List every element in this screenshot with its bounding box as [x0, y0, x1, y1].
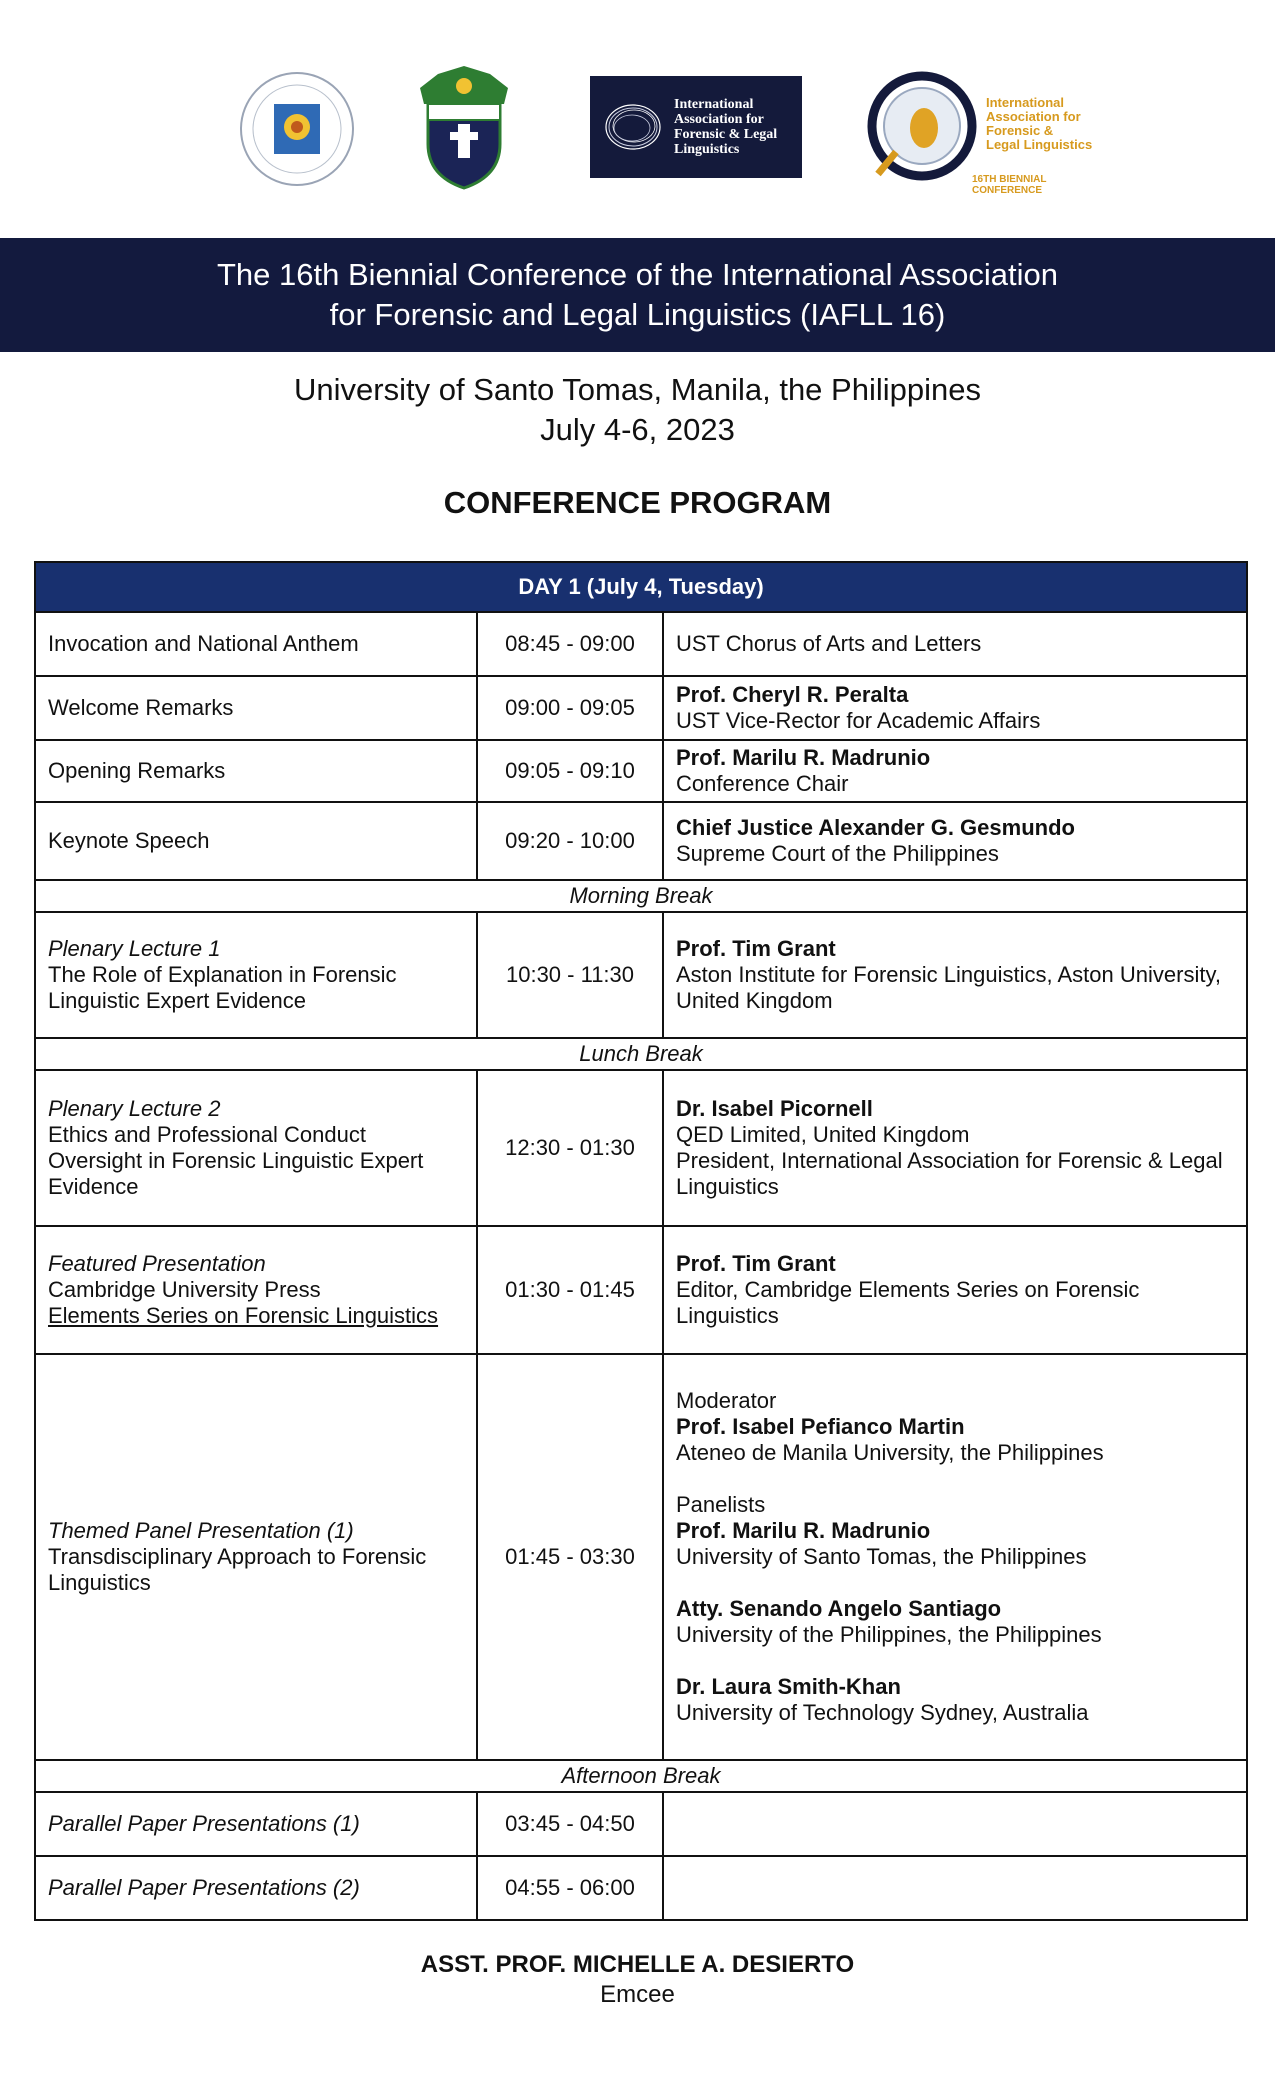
day-heading-row: [35, 562, 1247, 612]
session-time: 09:00 - 09:05: [477, 676, 663, 740]
break-row: [35, 880, 1247, 912]
banner-line-2: for Forensic and Legal Linguistics (IAFLL 16): [329, 297, 946, 332]
series-link[interactable]: Elements Series on Forensic Linguistics: [48, 1303, 439, 1328]
session-title: Transdisciplinary Approach to Forensic Linguistics: [48, 1544, 427, 1595]
session-title-cell: [35, 912, 477, 1038]
iafll-logo-text: International Association for Forensic & Legal Linguistics: [674, 97, 778, 157]
day-heading: DAY 1 (July 4, Tuesday): [35, 562, 1247, 612]
session-title: Invocation and National Anthem: [35, 612, 477, 676]
session-title: Opening Remarks: [35, 740, 477, 802]
iafll-logo: [590, 76, 802, 178]
session-time: 09:05 - 09:10: [477, 740, 663, 802]
session-speaker-cell: [663, 1226, 1247, 1354]
speaker-affiliation-2: President, International Association for Forensic & Legal Linguistics: [676, 1148, 1223, 1199]
session-kind: Featured Presentation: [48, 1251, 266, 1276]
program-title: CONFERENCE PROGRAM: [443, 485, 832, 520]
session-kind: Parallel Paper Presentations (2): [35, 1856, 477, 1920]
table-row: [35, 912, 1247, 1038]
speaker-affiliation: Conference Chair: [676, 771, 849, 796]
session-speaker-cell: [663, 676, 1247, 740]
speaker-name: Prof. Cheryl R. Peralta: [676, 682, 909, 707]
emcee-role: Emcee: [600, 1981, 675, 2008]
session-title-cell: [35, 1226, 477, 1354]
session-speaker-cell: [663, 802, 1247, 880]
panel-cell: [663, 1354, 1247, 1760]
session-title: The Role of Explanation in Forensic Linguistic Expert Evidence: [48, 962, 397, 1013]
panelist-name: Prof. Marilu R. Madrunio: [676, 1518, 931, 1543]
session-title: Ethics and Professional Conduct Oversight in Forensic Linguistic Expert Evidence: [48, 1122, 424, 1199]
speaker-name: Dr. Isabel Picornell: [676, 1096, 873, 1121]
logo-strip: [0, 60, 1275, 200]
session-speaker-cell: [663, 1070, 1247, 1226]
session-time: 01:45 - 03:30: [477, 1354, 663, 1760]
session-speaker: UST Chorus of Arts and Letters: [663, 612, 1247, 676]
session-time: 04:55 - 06:00: [477, 1856, 663, 1920]
speaker-affiliation: UST Vice-Rector for Academic Affairs: [676, 708, 1041, 733]
session-kind: Plenary Lecture 1: [48, 936, 221, 961]
college-crest-icon: [408, 64, 520, 190]
break-label: Morning Break: [35, 880, 1247, 912]
speaker-name: Prof. Tim Grant: [676, 1251, 836, 1276]
table-row: [35, 1792, 1247, 1856]
empty-speaker-cell: [663, 1792, 1247, 1856]
session-title: Welcome Remarks: [35, 676, 477, 740]
speaker-affiliation: QED Limited, United Kingdom: [676, 1122, 970, 1147]
empty-speaker-cell: [663, 1856, 1247, 1920]
table-row: [35, 802, 1247, 880]
table-row: [35, 740, 1247, 802]
break-row: [35, 1760, 1247, 1792]
title-banner: [0, 238, 1275, 352]
session-speaker-cell: [663, 740, 1247, 802]
swirl-ring-icon: [598, 92, 668, 162]
panelist-name: Dr. Laura Smith-Khan: [676, 1674, 901, 1699]
speaker-affiliation: Editor, Cambridge Elements Series on Forensic Linguistics: [676, 1277, 1140, 1328]
spacer: [676, 1466, 1234, 1492]
speaker-name: Prof. Marilu R. Madrunio: [676, 745, 931, 770]
table-row: [35, 1354, 1247, 1760]
emcee-name: ASST. PROF. MICHELLE A. DESIERTO: [420, 1951, 855, 1978]
iafll16-logo: [866, 70, 1098, 196]
iafll16-logo-text: International Association for Forensic & Legal Linguistics: [986, 95, 1093, 152]
table-row: [35, 1856, 1247, 1920]
moderator-affiliation: Ateneo de Manila University, the Philippines: [676, 1440, 1104, 1465]
panelist-affiliation: University of Santo Tomas, the Philippines: [676, 1544, 1087, 1569]
session-time: 03:45 - 04:50: [477, 1792, 663, 1856]
table-row: [35, 612, 1247, 676]
session-time: 09:20 - 10:00: [477, 802, 663, 880]
session-time: 01:30 - 01:45: [477, 1226, 663, 1354]
panelist-name: Atty. Senando Angelo Santiago: [676, 1596, 1002, 1621]
session-time: 12:30 - 01:30: [477, 1070, 663, 1226]
spacer: [676, 1570, 1234, 1596]
session-kind: Themed Panel Presentation (1): [48, 1518, 354, 1543]
break-label: Afternoon Break: [35, 1760, 1247, 1792]
venue-place: University of Santo Tomas, Manila, the Philippines: [294, 372, 981, 407]
speaker-affiliation: Supreme Court of the Philippines: [676, 841, 999, 866]
speaker-name: Prof. Tim Grant: [676, 936, 836, 961]
banner-line-1: The 16th Biennial Conference of the International Association: [217, 257, 1058, 292]
session-speaker-cell: [663, 912, 1247, 1038]
session-kind: Parallel Paper Presentations (1): [35, 1792, 477, 1856]
iafll16-logo-subtitle: 16TH BIENNIAL CONFERENCE: [972, 174, 1047, 196]
session-title-cell: [35, 1354, 477, 1760]
session-kind: Plenary Lecture 2: [48, 1096, 221, 1121]
panelists-label: Panelists: [676, 1492, 766, 1517]
speaker-affiliation: Aston Institute for Forensic Linguistics, Aston University, United Kingdom: [676, 962, 1221, 1013]
emcee-block: [0, 1950, 1275, 2010]
panelist-affiliation: University of the Philippines, the Philippines: [676, 1622, 1102, 1647]
table-row: [35, 676, 1247, 740]
session-time: 08:45 - 09:00: [477, 612, 663, 676]
venue-block: [0, 370, 1275, 450]
session-title: Cambridge University Press: [48, 1277, 321, 1302]
session-time: 10:30 - 11:30: [477, 912, 663, 1038]
session-title: Keynote Speech: [35, 802, 477, 880]
table-row: [35, 1226, 1247, 1354]
magnifier-globe-icon: [866, 70, 984, 188]
moderator-label: Moderator: [676, 1388, 777, 1413]
speaker-name: Chief Justice Alexander G. Gesmundo: [676, 815, 1075, 840]
break-label: Lunch Break: [35, 1038, 1247, 1070]
moderator-name: Prof. Isabel Pefianco Martin: [676, 1414, 965, 1439]
venue-dates: July 4-6, 2023: [540, 412, 735, 447]
panelist-affiliation: University of Technology Sydney, Australia: [676, 1700, 1089, 1725]
session-title-cell: [35, 1070, 477, 1226]
break-row: [35, 1038, 1247, 1070]
table-row: [35, 1070, 1247, 1226]
spacer: [676, 1648, 1234, 1674]
ust-seal-icon: [238, 70, 356, 188]
schedule-table: [34, 561, 1248, 1921]
